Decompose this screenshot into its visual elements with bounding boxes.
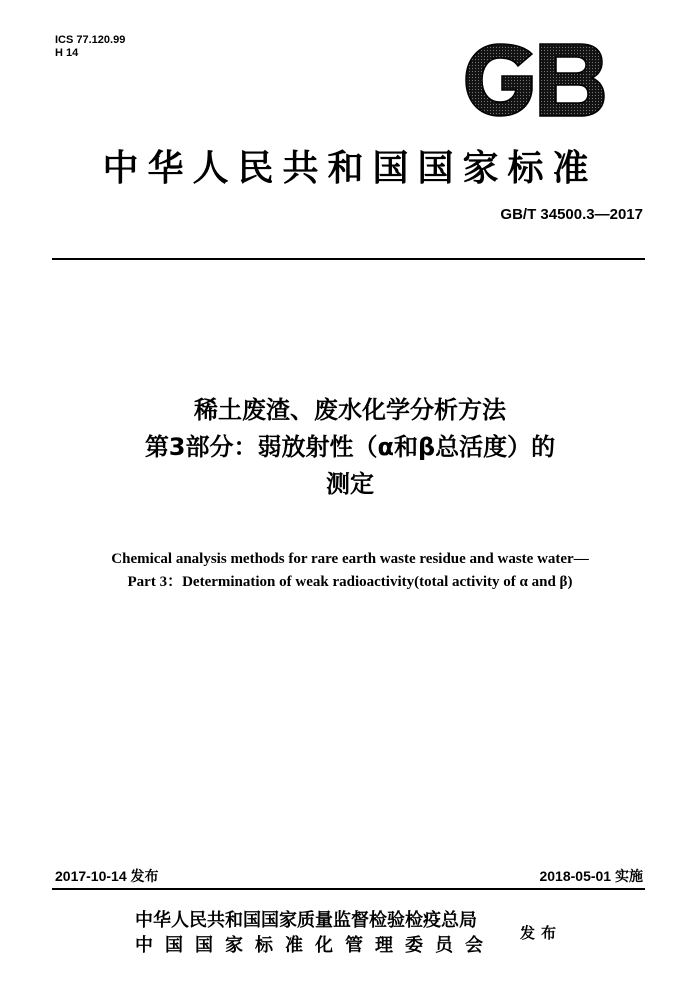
standard-type-title: 中华人民共和国国家标准 [102,148,598,189]
standard-number: GB/T 34500.3—2017 [500,206,643,223]
top-divider [52,258,645,260]
issuer-2: 中国国家标准化管理委员会 [135,935,495,956]
implementation-date: 2018-05-01 实施 [539,868,643,884]
title-en-line-1: Chemical analysis methods for rare earth waste residue and waste water— [111,551,589,567]
gb-logo [462,40,607,120]
issuing-authorities [135,908,515,958]
title-cn-line-1: 稀土废渣、废水化学分析方法 [194,396,506,424]
bottom-divider [52,888,645,890]
ccs-code: H 14 [55,47,79,59]
publish-label: 发布 [520,924,563,942]
title-cn-line-2: 第3部分：弱放射性（α和β总活度）的 [144,433,556,461]
document-title-chinese [40,392,660,503]
title-cn-line-3: 测定 [326,470,374,498]
classification-codes [55,34,125,60]
issue-date: 2017-10-14 发布 [55,868,159,884]
issuer-1: 中华人民共和国国家质量监督检验检疫总局 [135,910,477,931]
ics-code: ICS 77.120.99 [55,34,126,46]
title-en-line-2: Part 3：Determination of weak radioactivity(total activity of α and β) [127,574,573,590]
document-title-english [40,548,660,594]
